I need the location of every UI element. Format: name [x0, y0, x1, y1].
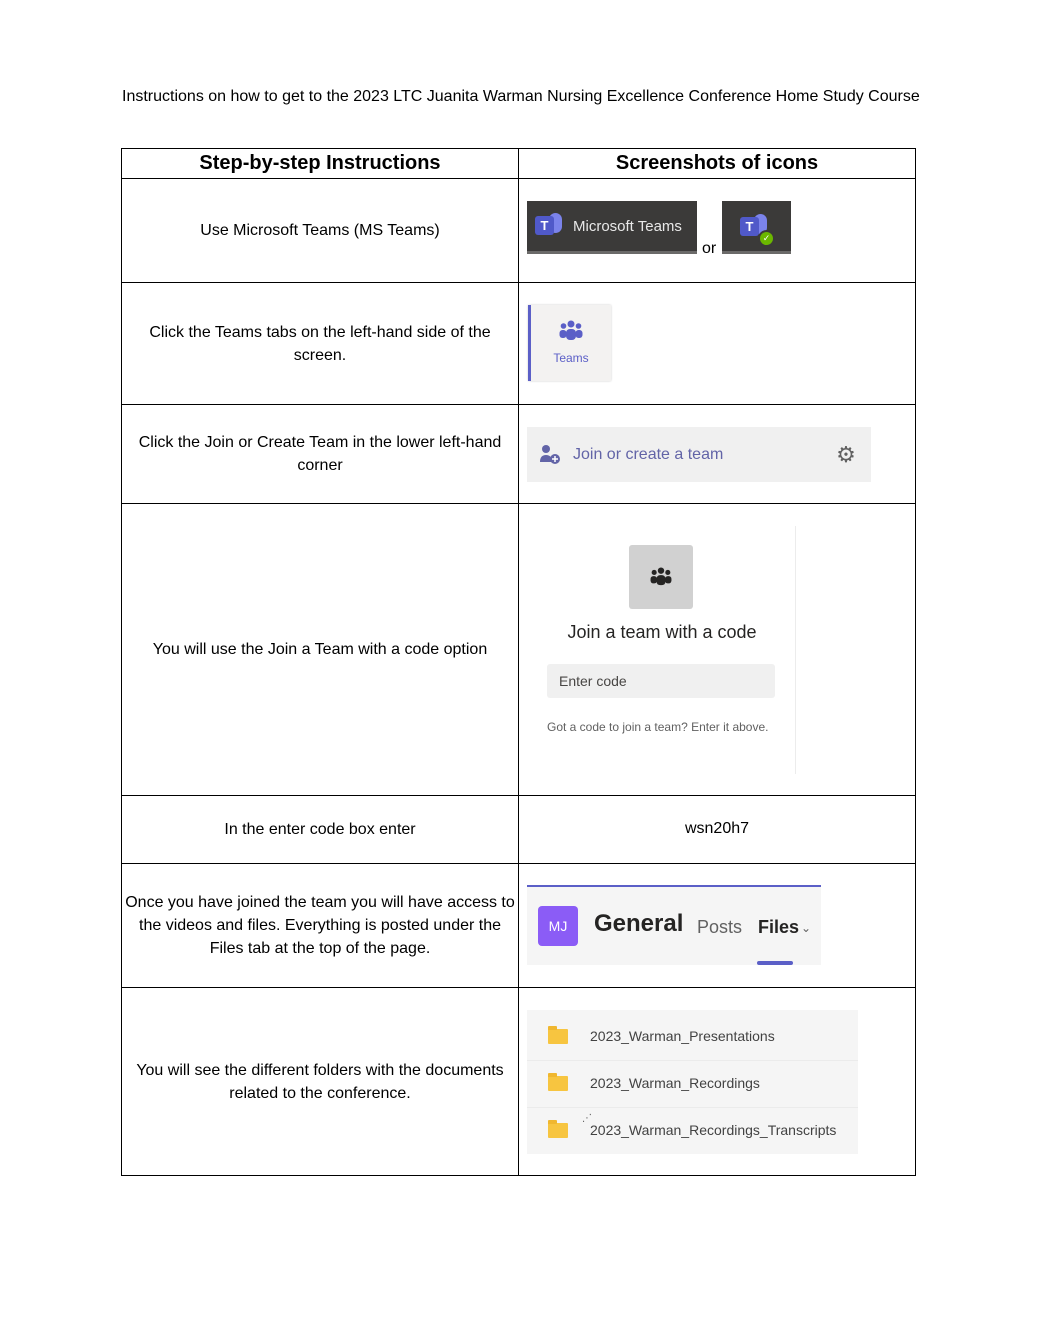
list-item[interactable]: [527, 1061, 858, 1108]
add-team-icon: [539, 444, 561, 466]
team-avatar: [629, 545, 693, 609]
instructions-table: [121, 148, 916, 1176]
step-instruction: Use Microsoft Teams (MS Teams): [122, 179, 519, 283]
step-instruction: You will see the different folders with the documents related to the conference.: [122, 988, 519, 1176]
folder-list: [527, 1010, 858, 1154]
join-code-title: Join a team with a code: [567, 622, 757, 642]
tab-files[interactable]: Files: [758, 917, 800, 937]
list-item[interactable]: [527, 1108, 858, 1154]
step-screenshot: [519, 988, 916, 1176]
teams-logo-icon: T: [535, 213, 563, 239]
table-row: [122, 864, 916, 988]
folder-name: 2023_Warman_Recordings: [590, 1075, 760, 1091]
team-avatar: MJ: [538, 906, 578, 946]
table-row: [122, 283, 916, 405]
step-screenshot: [519, 405, 916, 504]
folder-icon: [548, 1123, 568, 1138]
teams-logo-icon: T: [740, 214, 768, 240]
active-tab-indicator: [757, 961, 793, 965]
step-instruction: Click the Join or Create Team in the lower left-hand corner: [122, 405, 519, 504]
folder-name: 2023_Warman_Recordings_Transcripts: [590, 1122, 837, 1138]
folder-icon: [548, 1076, 568, 1091]
channel-name: General: [594, 910, 684, 937]
channel-header: [527, 885, 821, 965]
tab-posts[interactable]: Posts: [697, 917, 743, 937]
step-instruction: Once you have joined the team you will have access to the videos and files. Everything is posted under the Files tab at the top of the page.: [122, 864, 519, 988]
folder-icon: [548, 1029, 568, 1044]
microsoft-teams-taskbar-icon[interactable]: [722, 201, 791, 254]
team-code: wsn20h7: [684, 820, 750, 837]
teams-people-icon: [649, 567, 673, 587]
step-instruction: Click the Teams tabs on the left-hand side of the screen.: [122, 283, 519, 405]
teams-tab-label: Teams: [553, 351, 589, 365]
microsoft-teams-button[interactable]: [527, 201, 697, 254]
microsoft-teams-label: Microsoft Teams: [573, 217, 682, 235]
list-item[interactable]: [527, 1014, 858, 1061]
step-screenshot: [519, 864, 916, 988]
table-row: [122, 796, 916, 864]
step-screenshot: [519, 179, 916, 283]
step-screenshot: [519, 504, 916, 796]
step-instruction: In the enter code box enter: [122, 796, 519, 864]
table-row: [122, 504, 916, 796]
or-text: or: [702, 240, 717, 257]
enter-code-input[interactable]: [547, 664, 775, 698]
step-instruction: You will use the Join a Team with a code option: [122, 504, 519, 796]
loading-icon: ⋰: [582, 1113, 592, 1124]
step-screenshot: [519, 283, 916, 405]
join-with-code-card: [529, 526, 796, 774]
gear-icon[interactable]: ⚙: [836, 441, 856, 467]
available-status-icon: ✓: [758, 230, 775, 247]
col-header-screenshots: Screenshots of icons: [519, 149, 916, 179]
intro-text: Instructions on how to get to the 2023 LTC Juanita Warman Nursing Excellence Conference Home Study Course: [122, 88, 920, 105]
teams-tab[interactable]: [528, 305, 611, 381]
step-screenshot: [519, 796, 916, 864]
join-or-create-team-bar: [527, 427, 871, 482]
join-or-create-team-link[interactable]: Join or create a team: [573, 445, 724, 463]
col-header-instructions: Step-by-step Instructions: [122, 149, 519, 179]
teams-people-icon: [559, 320, 583, 342]
join-code-hint: Got a code to join a team? Enter it above.: [547, 720, 769, 734]
table-header-row: [122, 149, 916, 179]
folder-name: 2023_Warman_Presentations: [590, 1028, 775, 1044]
table-row: [122, 988, 916, 1176]
table-row: [122, 179, 916, 283]
table-row: [122, 405, 916, 504]
chevron-down-icon[interactable]: ⌄: [801, 921, 812, 935]
